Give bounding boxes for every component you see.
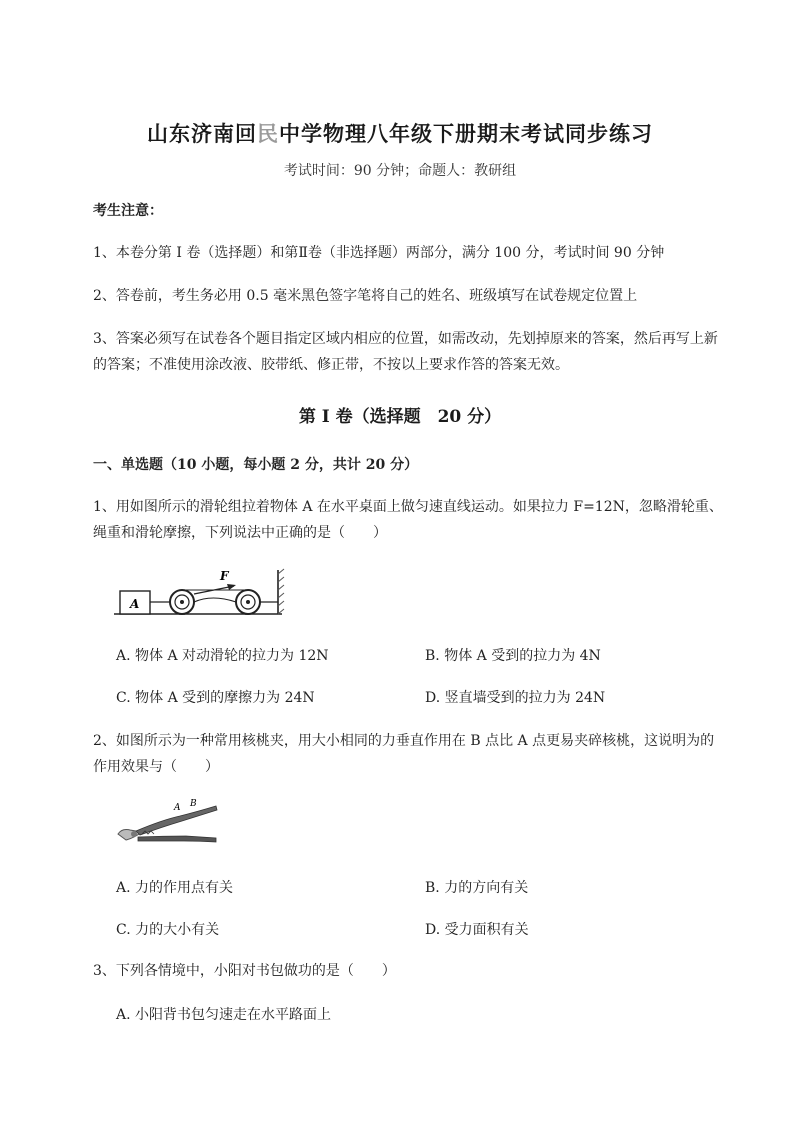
question-1-stem: 1、用如图所示的滑轮组拉着物体 A 在水平桌面上做匀速直线运动。如果拉力 F=12N，忽略滑轮重、绳重和滑轮摩擦，下列说法中正确的是（ ） <box>93 499 723 541</box>
q3-option-a[interactable]: A. 小阳背书包匀速走在水平路面上 <box>116 1007 332 1023</box>
exam-subtitle: 考试时间：90 分钟；命题人：教研组 <box>283 163 517 179</box>
title-part-2: 民 <box>257 121 279 146</box>
question-3-stem: 3、下列各情境中，小阳对书包做功的是（ ） <box>93 963 396 979</box>
q1-option-b[interactable]: B. 物体 A 受到的拉力为 4N <box>425 648 601 664</box>
q2-option-c[interactable]: C. 力的大小有关 <box>116 922 220 938</box>
q1-option-c[interactable]: C. 物体 A 受到的摩擦力为 24N <box>116 690 315 706</box>
q2-option-d[interactable]: D. 受力面积有关 <box>425 922 529 938</box>
section-title: 第 I 卷（选择题 20 分） <box>298 407 502 427</box>
block-a-label: A <box>130 597 140 611</box>
notice-item-3: 3、答案必须写在试卷各个题目指定区域内相应的位置，如需改动，先划掉原来的答案，然后再写上新的答案；不准使用涂改液、胶带纸、修正带，不按以上要求作答的答案无效。 <box>93 331 718 373</box>
title-part-1: 山东济南回 <box>147 121 257 146</box>
nutcracker-figure <box>112 796 222 848</box>
q2-option-a[interactable]: A. 力的作用点有关 <box>116 880 234 896</box>
page-title <box>0 118 800 148</box>
pulley-figure <box>112 564 292 620</box>
force-label: F <box>220 569 229 583</box>
title-part-3: 中学物理八年级下册期末考试同步练习 <box>279 121 653 146</box>
q1-option-d[interactable]: D. 竖直墙受到的拉力为 24N <box>425 690 606 706</box>
notice-item-2: 2、答卷前，考生务必用 0.5 毫米黑色签字笔将自己的姓名、班级填写在试卷规定位置上 <box>93 288 638 304</box>
notice-item-1: 1、本卷分第 I 卷（选择题）和第Ⅱ卷（非选择题）两部分，满分 100 分，考试时间 90 分钟 <box>93 245 665 261</box>
question-2-stem: 2、如图所示为一种常用核桃夹，用大小相同的力垂直作用在 B 点比 A 点更易夹碎核桃，这说明为的作用效果与（ ） <box>93 733 715 775</box>
q1-option-a[interactable]: A. 物体 A 对动滑轮的拉力为 12N <box>116 648 329 664</box>
notice-heading: 考生注意： <box>93 203 163 219</box>
q2-option-b[interactable]: B. 力的方向有关 <box>425 880 529 896</box>
part-heading: 一、单选题（10 小题，每小题 2 分，共计 20 分） <box>93 457 419 473</box>
point-b-label: B <box>190 799 197 809</box>
point-a-label: A <box>174 803 181 813</box>
